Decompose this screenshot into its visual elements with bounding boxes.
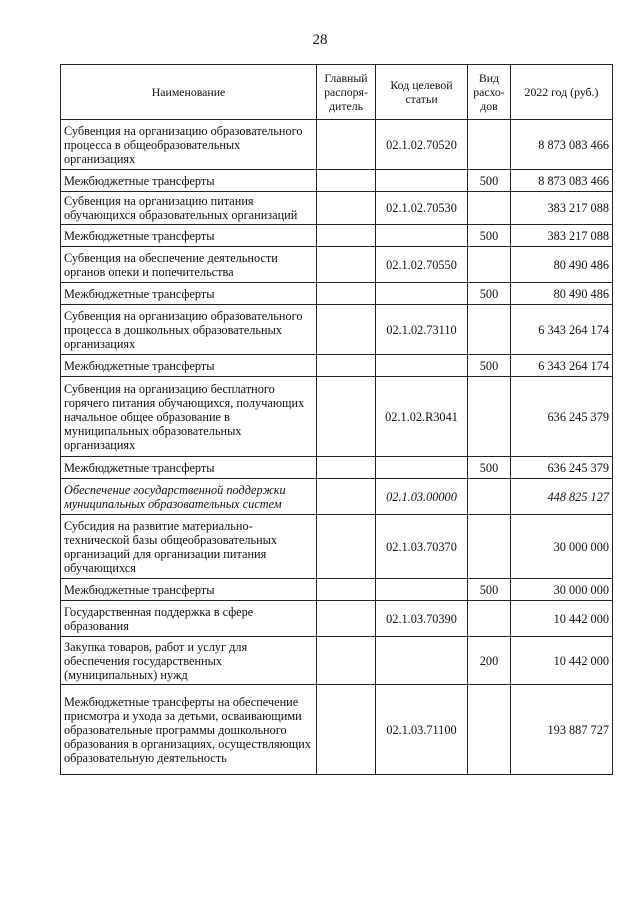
row-target-code-cell (376, 457, 468, 479)
row-target-code-cell (376, 637, 468, 685)
row-target-code-cell: 02.1.02.73110 (376, 305, 468, 355)
row-target-code-cell: 02.1.03.71100 (376, 685, 468, 775)
row-name-cell: Государственная поддержка в сфере образования (61, 601, 317, 637)
row-expense-type-cell: 500 (468, 579, 511, 601)
row-amount-cell: 193 887 727 (511, 685, 613, 775)
row-target-code-cell: 02.1.02.70520 (376, 120, 468, 170)
row-name-cell: Межбюджетные трансферты (61, 170, 317, 192)
row-main-manager-cell (317, 283, 376, 305)
table-row (61, 685, 613, 775)
row-expense-type-cell: 500 (468, 170, 511, 192)
row-amount-cell: 80 490 486 (511, 283, 613, 305)
table-header-row (61, 65, 613, 120)
row-amount-cell: 6 343 264 174 (511, 305, 613, 355)
row-expense-type-cell: 500 (468, 283, 511, 305)
header-main-manager: Главный распоря- дитель (317, 65, 376, 120)
row-target-code-cell: 02.1.03.70390 (376, 601, 468, 637)
row-amount-cell: 448 825 127 (511, 479, 613, 515)
row-target-code-cell: 02.1.02.70530 (376, 192, 468, 225)
table-row (61, 247, 613, 283)
page-number: 28 (312, 32, 328, 48)
table-row (61, 457, 613, 479)
row-expense-type-cell (468, 685, 511, 775)
row-amount-cell: 636 245 379 (511, 377, 613, 457)
row-target-code-cell: 02.1.02.R3041 (376, 377, 468, 457)
row-expense-type-cell (468, 515, 511, 579)
row-main-manager-cell (317, 515, 376, 579)
row-main-manager-cell (317, 479, 376, 515)
row-main-manager-cell (317, 579, 376, 601)
row-name-cell: Обеспечение государственной поддержки муниципальных образовательных систем (61, 479, 317, 515)
row-amount-cell: 636 245 379 (511, 457, 613, 479)
row-expense-type-cell (468, 601, 511, 637)
row-target-code-cell: 02.1.02.70550 (376, 247, 468, 283)
row-main-manager-cell (317, 355, 376, 377)
row-expense-type-cell: 500 (468, 457, 511, 479)
table-row (61, 355, 613, 377)
row-amount-cell: 383 217 088 (511, 192, 613, 225)
table-row (61, 637, 613, 685)
budget-table (60, 64, 613, 775)
row-name-cell: Межбюджетные трансферты (61, 283, 317, 305)
header-target-code: Код целевой статьи (376, 65, 468, 120)
table-body (61, 120, 613, 775)
row-name-cell: Субвенция на организацию питания обучающихся образовательных организаций (61, 192, 317, 225)
table-row (61, 192, 613, 225)
row-target-code-cell (376, 579, 468, 601)
row-name-cell: Межбюджетные трансферты (61, 225, 317, 247)
header-expense-type: Вид расхо- дов (468, 65, 511, 120)
table-row (61, 601, 613, 637)
row-expense-type-cell: 200 (468, 637, 511, 685)
row-name-cell: Межбюджетные трансферты (61, 355, 317, 377)
row-main-manager-cell (317, 170, 376, 192)
row-main-manager-cell (317, 637, 376, 685)
row-target-code-cell (376, 170, 468, 192)
table-row (61, 479, 613, 515)
row-amount-cell: 6 343 264 174 (511, 355, 613, 377)
table-row (61, 170, 613, 192)
row-main-manager-cell (317, 305, 376, 355)
row-main-manager-cell (317, 192, 376, 225)
row-main-manager-cell (317, 377, 376, 457)
row-name-cell: Субвенция на организацию образовательного процесса в общеобразовательных организациях (61, 120, 317, 170)
table-row (61, 305, 613, 355)
row-expense-type-cell (468, 305, 511, 355)
header-year-amount: 2022 год (руб.) (511, 65, 613, 120)
table-row (61, 225, 613, 247)
row-amount-cell: 8 873 083 466 (511, 170, 613, 192)
row-main-manager-cell (317, 457, 376, 479)
row-name-cell: Субвенция на организацию бесплатного горячего питания обучающихся, получающих начальное общее образование в муниципальных образовательных организациях (61, 377, 317, 457)
row-target-code-cell (376, 225, 468, 247)
row-amount-cell: 30 000 000 (511, 579, 613, 601)
row-name-cell: Межбюджетные трансферты (61, 579, 317, 601)
row-name-cell: Межбюджетные трансферты на обеспечение присмотра и ухода за детьми, осваивающими образовательные программы дошкольного образования в организациях, осуществляющих образовательную деятельность (61, 685, 317, 775)
row-expense-type-cell: 500 (468, 355, 511, 377)
table-row (61, 283, 613, 305)
row-amount-cell: 10 442 000 (511, 601, 613, 637)
row-expense-type-cell (468, 479, 511, 515)
row-amount-cell: 8 873 083 466 (511, 120, 613, 170)
table-row (61, 377, 613, 457)
row-target-code-cell: 02.1.03.00000 (376, 479, 468, 515)
row-expense-type-cell (468, 192, 511, 225)
row-name-cell: Межбюджетные трансферты (61, 457, 317, 479)
row-amount-cell: 383 217 088 (511, 225, 613, 247)
row-expense-type-cell (468, 247, 511, 283)
table-row (61, 120, 613, 170)
row-expense-type-cell (468, 377, 511, 457)
row-name-cell: Субсидия на развитие материально-технической базы общеобразовательных организаций для организации питания обучающихся (61, 515, 317, 579)
row-main-manager-cell (317, 120, 376, 170)
row-main-manager-cell (317, 601, 376, 637)
row-main-manager-cell (317, 685, 376, 775)
row-name-cell: Субвенция на обеспечение деятельности органов опеки и попечительства (61, 247, 317, 283)
row-target-code-cell (376, 283, 468, 305)
row-target-code-cell (376, 355, 468, 377)
row-main-manager-cell (317, 247, 376, 283)
row-target-code-cell: 02.1.03.70370 (376, 515, 468, 579)
row-amount-cell: 80 490 486 (511, 247, 613, 283)
row-main-manager-cell (317, 225, 376, 247)
header-name: Наименование (61, 65, 317, 120)
row-expense-type-cell (468, 120, 511, 170)
row-name-cell: Субвенция на организацию образовательного процесса в дошкольных образовательных организациях (61, 305, 317, 355)
table-row (61, 515, 613, 579)
row-name-cell: Закупка товаров, работ и услуг для обеспечения государственных (муниципальных) нужд (61, 637, 317, 685)
table-row (61, 579, 613, 601)
row-expense-type-cell: 500 (468, 225, 511, 247)
row-amount-cell: 30 000 000 (511, 515, 613, 579)
row-amount-cell: 10 442 000 (511, 637, 613, 685)
